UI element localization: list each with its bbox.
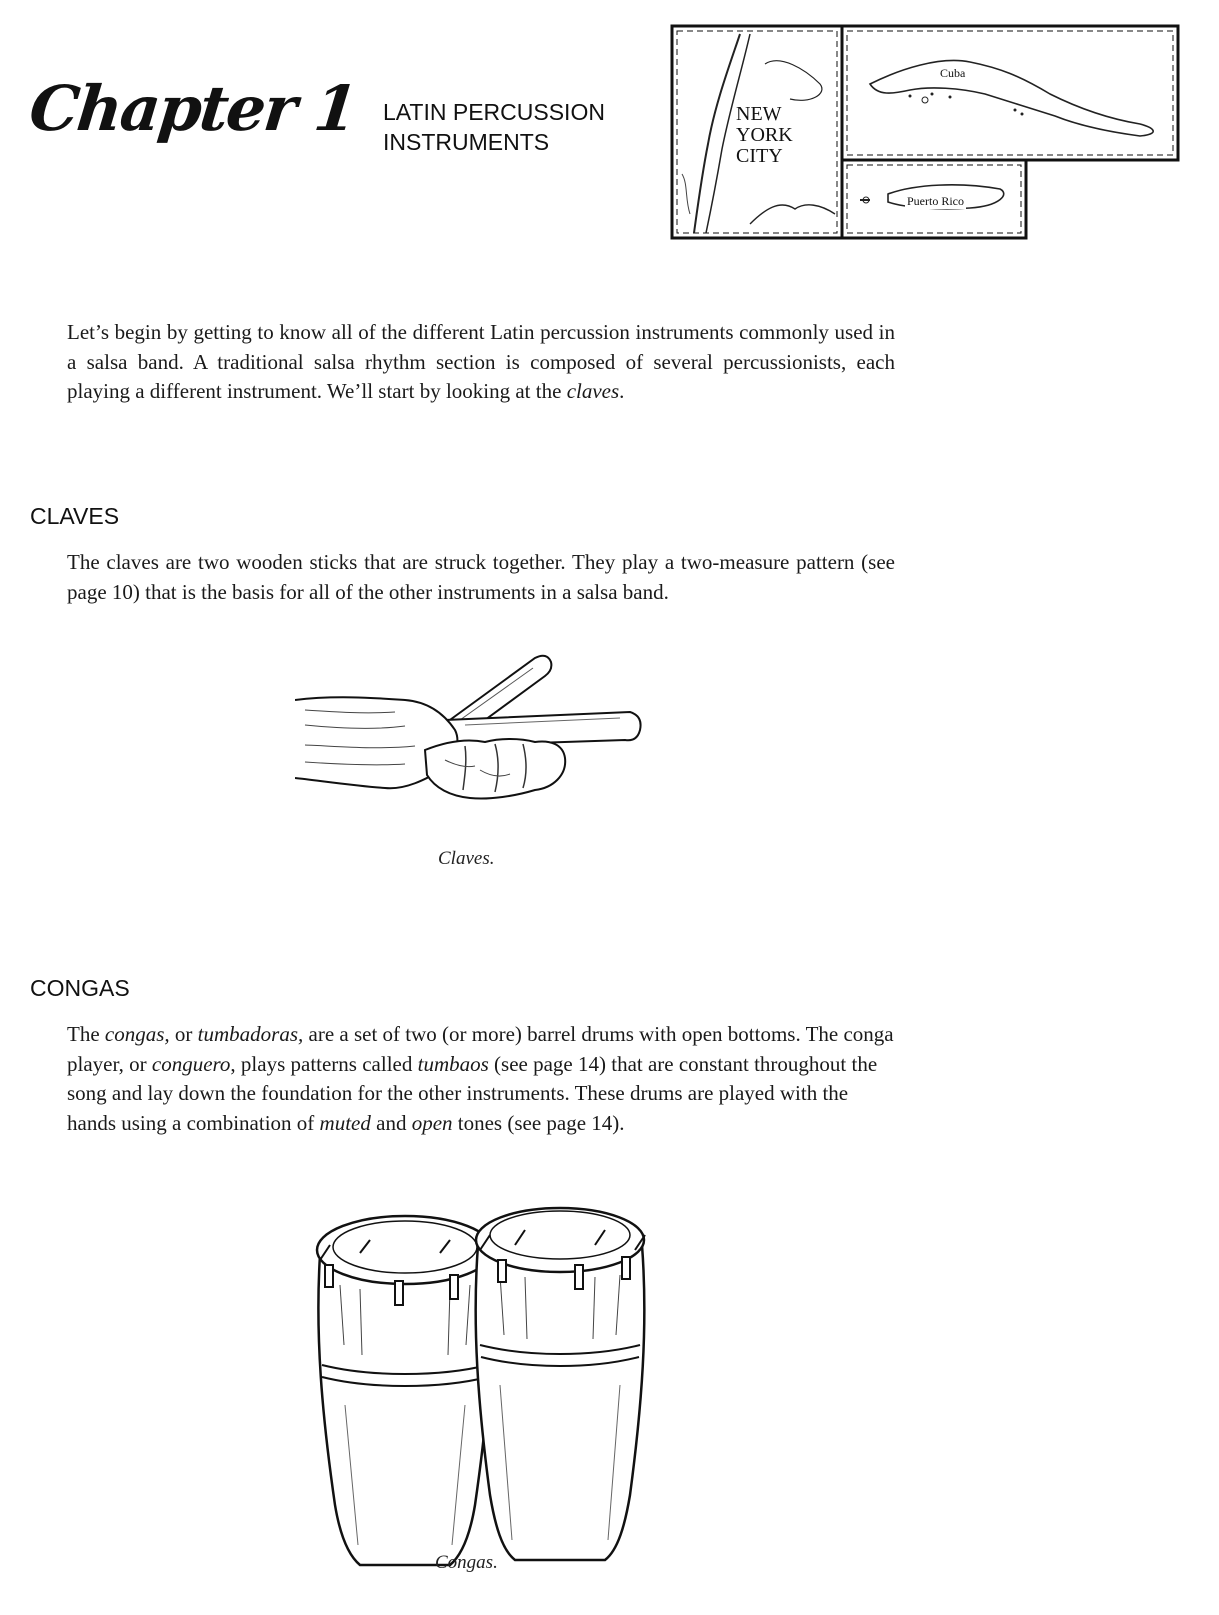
intro-paragraph: Let’s begin by getting to know all of the different Latin percussion instruments commonly used in a salsa band. A traditional salsa rhythm section is composed of several percussionists, each playing a different instrument. We’ll start by looking at the claves.	[67, 320, 895, 403]
subtitle-line-1: LATIN PERCUSSION	[383, 99, 605, 125]
claves-heading: CLAVES	[30, 503, 120, 529]
map-label-cuba: Cuba	[940, 66, 966, 80]
congas-paragraph: The congas, or tumbadoras, are a set of two (or more) barrel drums with open bottoms. The conga player, or conguero, plays patterns called tumbaos (see page 14) that are constant throughout the song and lay down the foundation for the other instruments. These drums are played with the hands using a combination of muted and open tones (see page 14).	[67, 1022, 894, 1135]
subtitle-line-2: INSTRUMENTS	[383, 129, 550, 155]
claves-caption: Claves.	[438, 848, 495, 869]
right-conga	[476, 1208, 645, 1560]
congas-drawing	[300, 1205, 660, 1575]
congas-caption: Congas.	[435, 1552, 498, 1573]
congas-illustration	[300, 1205, 660, 1575]
chapter-subtitle	[383, 97, 605, 157]
congas-heading: CONGAS	[30, 975, 130, 1001]
map-illustration	[670, 24, 1200, 248]
claves-paragraph: The claves are two wooden sticks that are struck together. They play a two-measure pattern (see page 10) that is the basis for all of the other instruments in a salsa band.	[67, 550, 895, 604]
map-label-puerto-rico: Puerto Rico	[907, 194, 964, 208]
left-conga	[317, 1216, 493, 1565]
claves-illustration	[295, 650, 655, 825]
claves-drawing	[295, 650, 655, 825]
map-label-new-york: NEW YORK CITY	[736, 103, 793, 167]
chapter-title: Chapter 1	[26, 72, 360, 145]
